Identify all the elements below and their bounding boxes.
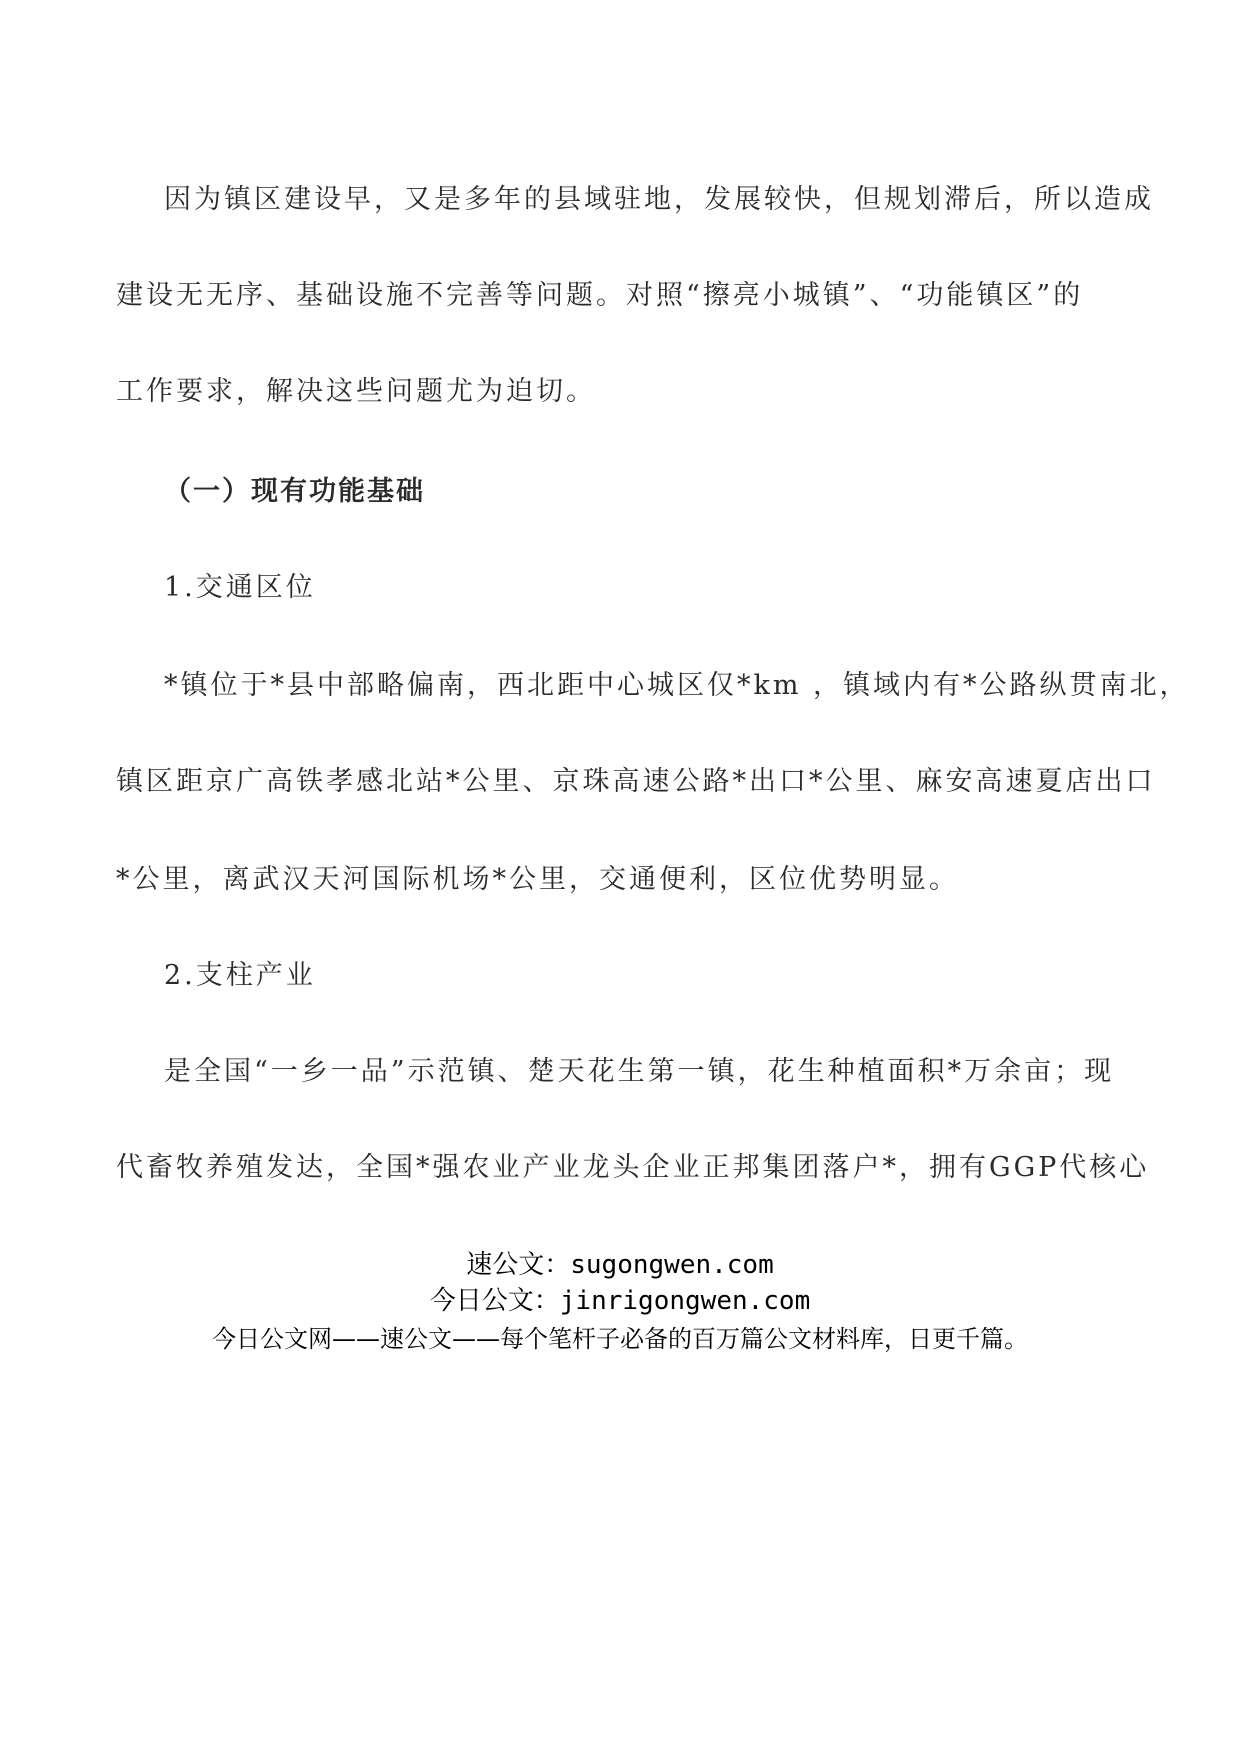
footer-label-jinrigongwen: 今日公文：: [429, 1286, 560, 1316]
paragraph-3-line-1: 是全国“一乡一品”示范镇、楚天花生第一镇，花生种植面积*万余亩；现: [164, 1056, 1115, 1087]
section-heading: （一）现有功能基础: [164, 476, 425, 507]
footer-link-sugongwen[interactable]: sugongwen.com: [570, 1250, 774, 1280]
footer-label-sugongwen: 速公文：: [466, 1250, 571, 1280]
subheading-industry: 2.支柱产业: [164, 960, 316, 991]
paragraph-1-line-3: 工作要求，解决这些问题尤为迫切。: [116, 376, 596, 407]
footer-link-jinrigongwen[interactable]: jinrigongwen.com: [559, 1286, 811, 1316]
footer-line-2: [0, 1284, 1240, 1318]
paragraph-3-line-2: 代畜牧养殖发达，全国*强农业产业龙头企业正邦集团落户*，拥有GGP代核心: [116, 1152, 1150, 1183]
paragraph-2-line-3: *公里，离武汉天河国际机场*公里，交通便利，区位优势明显。: [116, 864, 959, 895]
footer-line-1: [0, 1248, 1240, 1282]
paragraph-1-line-2: 建设无无序、基础设施不完善等问题。对照“擦亮小城镇”、“功能镇区”的: [116, 280, 1084, 311]
paragraph-2-line-1: *镇位于*县中部略偏南，西北距中心城区仅*km ，镇域内有*公路纵贯南北，: [164, 670, 1190, 701]
paragraph-2-line-2: 镇区距京广高铁孝感北站*公里、京珠高速公路*出口*公里、麻安高速夏店出口: [116, 766, 1156, 797]
paragraph-1-line-1: 因为镇区建设早，又是多年的县域驻地，发展较快，但规划滞后，所以造成: [164, 184, 1154, 215]
footer-tagline: 今日公文网——速公文——每个笔杆子必备的百万篇公文材料库，日更千篇。: [212, 1325, 1028, 1353]
subheading-transport: 1.交通区位: [164, 572, 316, 603]
